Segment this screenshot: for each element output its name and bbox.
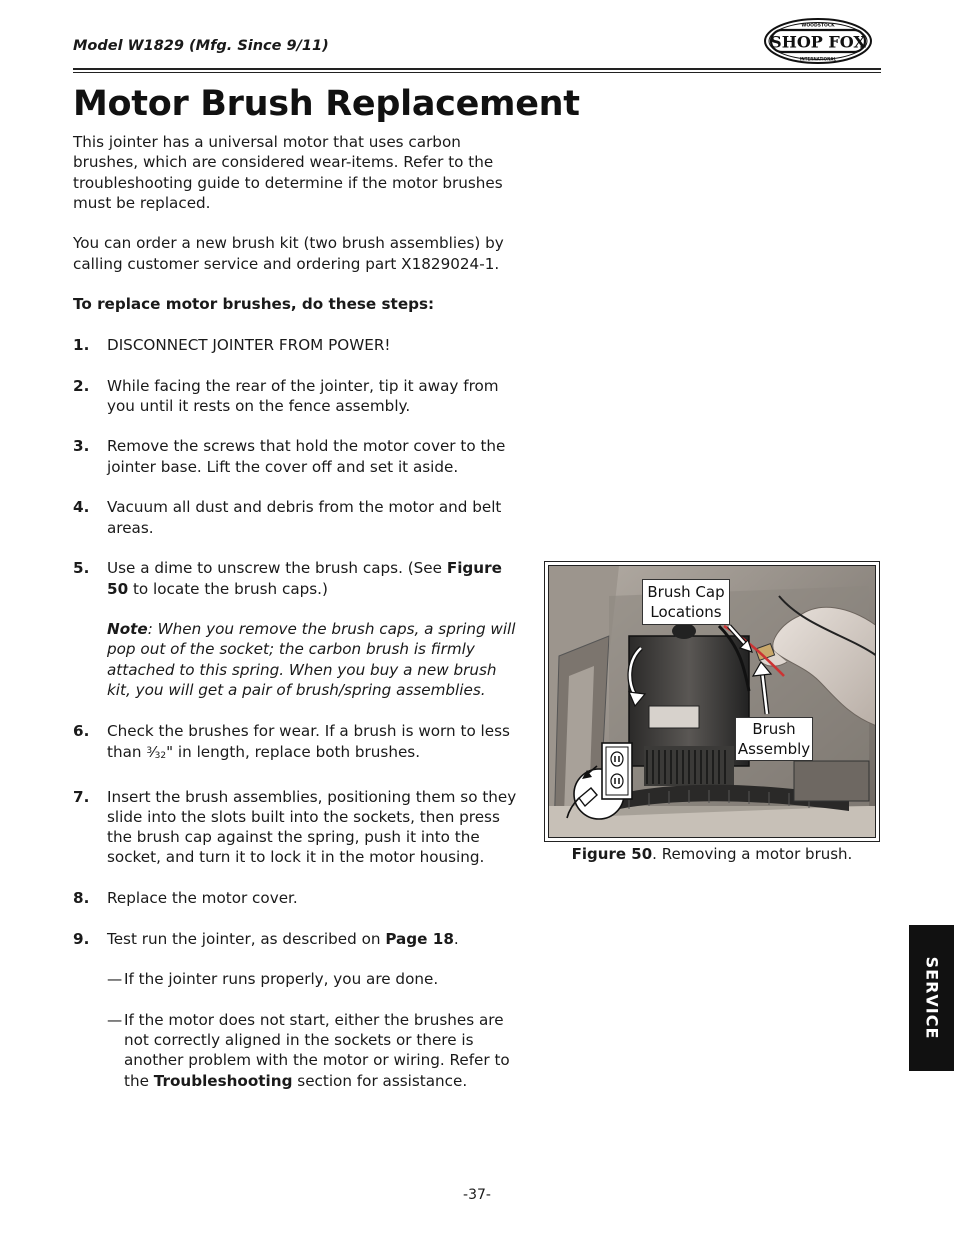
fraction-numerator: 3	[146, 745, 153, 756]
step-text-part: to locate the brush caps.)	[128, 579, 328, 598]
figure-50	[544, 561, 880, 842]
step-1	[73, 335, 525, 355]
step-6	[73, 721, 525, 767]
steps-title: To replace motor brushes, do these steps:	[73, 295, 435, 314]
motor-photo	[548, 565, 876, 838]
step-5	[73, 558, 525, 700]
step-2	[73, 376, 525, 417]
step-7	[73, 787, 525, 868]
step-text: DISCONNECT JOINTER FROM POWER!	[107, 335, 391, 354]
step-number: 9.	[73, 929, 90, 948]
figure-caption	[544, 845, 880, 863]
step-number: 8.	[73, 888, 90, 907]
dash: —	[107, 1010, 123, 1029]
sub-item-a	[107, 969, 525, 989]
step-text-part: Check the brushes for wear. If a brush is worn to less than	[107, 721, 510, 761]
main-column	[73, 132, 525, 1111]
step-8	[73, 888, 525, 908]
step-number: 7.	[73, 787, 90, 806]
step-number: 5.	[73, 559, 90, 578]
sub-item-text: section for assistance.	[292, 1071, 468, 1090]
step-text-part: Use a dime to unscrew the brush caps. (See	[107, 559, 447, 578]
step-number: 2.	[73, 376, 90, 395]
page-number: -37-	[463, 1187, 491, 1203]
sub-item-text: If the jointer runs properly, you are done.	[124, 970, 439, 989]
service-section-tab	[909, 925, 954, 1071]
step-text: While facing the rear of the jointer, tip it away from you until it rests on the fence assembly.	[107, 376, 499, 415]
step-text-part: " in length, replace both brushes.	[166, 742, 421, 761]
step-number: 1.	[73, 335, 90, 354]
header-model: Model W1829 (Mfg. Since 9/11)	[73, 38, 329, 54]
callout-brush-cap-locations: Brush Cap Locations	[642, 579, 730, 625]
step-text: Replace the motor cover.	[107, 888, 298, 907]
callout-brush-assembly: Brush Assembly	[735, 717, 813, 761]
page-title: Motor Brush Replacement	[73, 84, 580, 124]
troubleshooting-reference: Troubleshooting	[153, 1071, 293, 1090]
step-text: Remove the screws that hold the motor cover to the jointer base. Lift the cover off and set it aside.	[107, 437, 506, 476]
step-text: Insert the brush assemblies, positioning them so they slide into the slots built into the sockets, then press the brush cap against the spring, push it into the socket, and turn it to lock it in the motor housing.	[107, 787, 517, 867]
step-number: 3.	[73, 437, 90, 456]
step-note	[107, 619, 525, 700]
intro-paragraph-1: This jointer has a universal motor that uses carbon brushes, which are considered wear-items. Refer to the troubleshooting guide to determine if the motor brushes must be replaced.	[73, 133, 503, 212]
header-rule-thin	[73, 72, 881, 73]
sub-item-text: If the motor does not start, either the brushes are not correctly aligned in the sockets or there is another problem with the motor or wiring. Refer to the	[124, 1010, 510, 1090]
step-number: 4.	[73, 498, 90, 517]
logo-text: SHOP FOX	[770, 32, 866, 52]
sub-item-b	[107, 1010, 525, 1091]
logo-arc-bottom: INTERNATIONAL	[799, 56, 837, 62]
intro-paragraph-2: You can order a new brush kit (two brush assemblies) by calling customer service and ordering part X1829024-1.	[73, 234, 504, 273]
step-text-part: .	[453, 929, 459, 948]
step-text	[107, 929, 525, 949]
step-text: Vacuum all dust and debris from the motor and belt areas.	[107, 498, 502, 537]
caption-text: . Removing a motor brush.	[652, 845, 853, 863]
step-4	[73, 497, 525, 538]
note-text: : When you remove the brush caps, a spring will pop out of the socket; the carbon brush is firmly attached to this spring. When you buy a new brush kit, you will get a pair of brush/spring assemblies.	[107, 620, 516, 700]
logo-arc-top: WOODSTOCK	[801, 23, 835, 29]
shop-fox-logo	[763, 17, 873, 65]
page-reference: Page 18	[385, 929, 454, 948]
step-9	[73, 929, 525, 949]
header-rule	[73, 68, 881, 70]
service-tab-label: SERVICE	[922, 956, 941, 1040]
step-3	[73, 436, 525, 477]
note-label: Note	[107, 620, 148, 639]
figure-label: Figure 50	[571, 845, 653, 863]
fraction-denominator: 32	[154, 750, 167, 761]
dash: —	[107, 970, 123, 989]
step-text	[107, 721, 525, 767]
step-text-part: Test run the jointer, as described on	[107, 929, 386, 948]
step-number: 6.	[73, 721, 90, 740]
step-text	[107, 558, 525, 700]
figure-reference: Figure 50	[107, 559, 502, 598]
fraction: $^3⁄_{32}$	[146, 742, 167, 761]
